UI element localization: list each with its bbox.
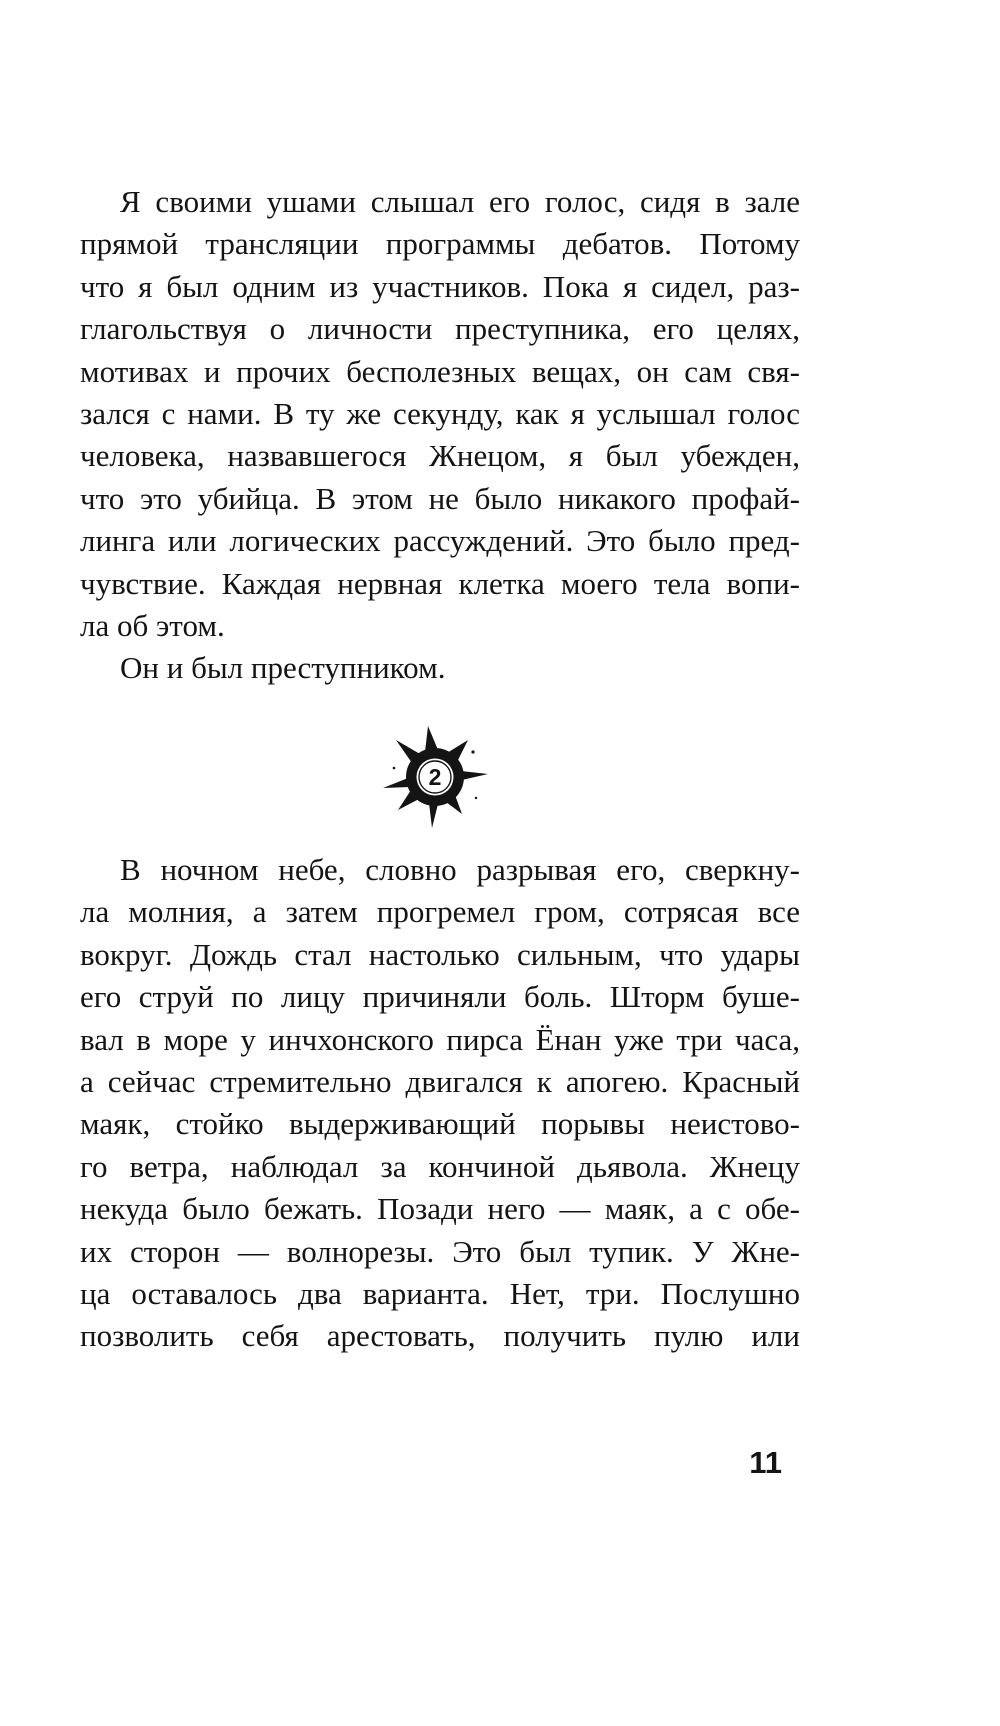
text-line: го ветра, наблюдал за кончиной дьявола. Жнецу [80,1148,800,1184]
text-line: ла молния, а затем прогремел гром, сотрясая все [80,894,800,930]
text-line: прямой трансляции программы дебатов. Потому [80,226,800,262]
paragraph [80,181,800,647]
section-break-ornament [380,724,490,830]
paragraph [80,849,800,1358]
text-line: глагольствуя о личности преступника, его целях, [80,311,800,347]
text-line: мотивах и прочих бесполезных вещах, он сам свя- [80,353,800,389]
spiked-burst-icon [380,724,490,830]
text-line: позволить себя арестовать, получить пулю или [80,1318,800,1354]
text-line: зался с нами. В ту же секунду, как я услышал голос [80,395,800,431]
section-1 [80,181,800,690]
section-number: 2 [428,764,442,790]
text-line: их сторон — волнорезы. Это был тупик. У Жне- [80,1233,800,1269]
text-line: а сейчас стремительно двигался к апогею. Красный [80,1063,800,1099]
text-line: ла об этом. [80,607,225,643]
paragraph [80,647,800,689]
text-line: человека, назвавшегося Жнецом, я был убежден, [80,438,800,474]
text-line: некуда было бежать. Позади него — маяк, а с обе- [80,1191,800,1227]
text-line: его струй по лицу причиняли боль. Шторм буше- [80,979,800,1015]
text-line: маяк, стойко выдерживающий порывы неистово- [80,1106,800,1142]
page-number: 11 [749,1445,782,1480]
text-line: вокруг. Дождь стал настолько сильным, что удары [80,936,800,972]
text-line: Я своими ушами слышал его голос, сидя в зале [120,184,800,219]
text-line: ца оставалось два варианта. Нет, три. Послушно [80,1275,800,1311]
text-line: что это убийца. В этом не было никакого профай- [80,480,800,516]
text-line: линга или логических рассуждений. Это было пред- [80,523,800,559]
section-2 [80,849,800,1358]
text-line: чувствие. Каждая нервная клетка моего тела вопи- [80,565,800,601]
text-line: Он и был преступником. [120,650,446,686]
text-line: что я был одним из участников. Пока я сидел, раз- [80,268,800,304]
text-line: В ночном небе, словно разрывая его, сверкну- [120,852,800,887]
text-line: вал в море у инчхонского пирса Ёнан уже три часа, [80,1021,800,1057]
